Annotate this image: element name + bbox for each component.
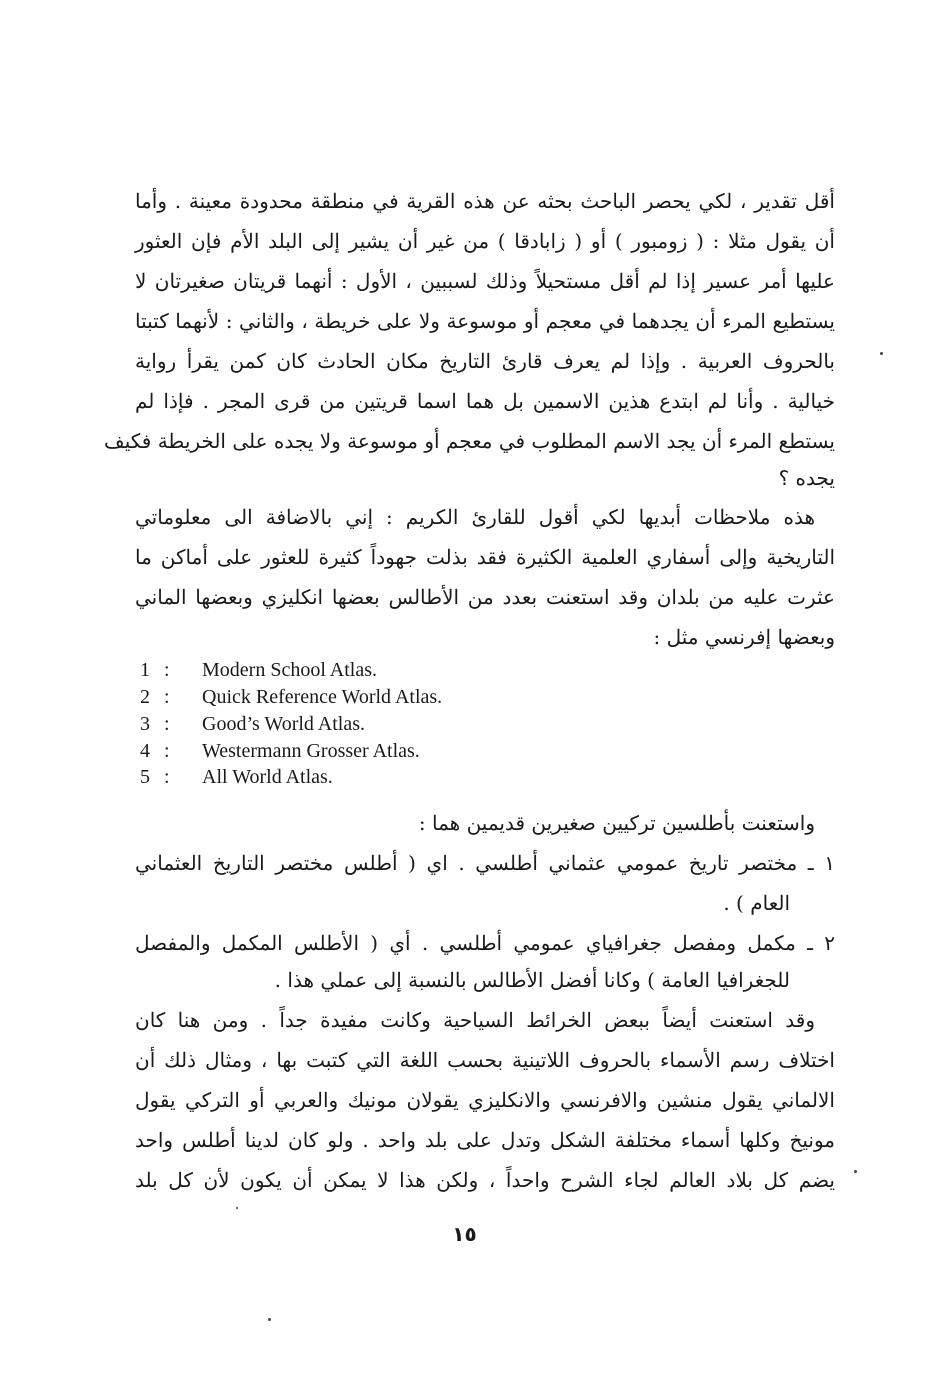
scan-speck bbox=[854, 1170, 857, 1173]
text-line: اختلاف رسم الأسماء بالحروف اللاتينية بحسب اللغة التي كتبت بها ، ومثال ذلك أن bbox=[135, 1048, 835, 1072]
text-line: هذه ملاحظات أبديها لكي أقول للقارئ الكريم : إني بالاضافة الى معلوماتي bbox=[135, 505, 816, 529]
list-item: 1 : Modern School Atlas. bbox=[140, 659, 377, 681]
page-number: ١٥ bbox=[452, 1222, 477, 1246]
scan-speck bbox=[268, 1318, 271, 1321]
text-line: التاريخية وإلى أسفاري العلمية الكثيرة فقد بذلت جهوداً كثيرة للعثور على أماكن ما bbox=[135, 545, 835, 569]
text-line: عليها أمر عسير إذا لم أقل مستحيلاً وذلك لسببين ، الأول : أنهما قريتان صغيرتان لا bbox=[135, 269, 835, 293]
list-item: 5 : All World Atlas. bbox=[140, 766, 333, 788]
text-line: وقد استعنت أيضاً ببعض الخرائط السياحية وكانت مفيدة جداً . ومن هنا كان bbox=[135, 1008, 815, 1032]
text-line: أن يقول مثلا : ( زومبور ) أو ( زابادقا ) من غير أن يشير إلى البلد الأم فإن العثور bbox=[135, 229, 835, 253]
text-line: يستطع المرء أن يجد الاسم المطلوب في معجم أو موسوعة ولا يجده على الخريطة فكيف bbox=[104, 429, 835, 453]
text-line: وبعضها إفرنسي مثل : bbox=[653, 625, 835, 649]
text-line: يجده ؟ bbox=[778, 466, 835, 490]
scan-speck bbox=[236, 1207, 238, 1209]
text-line: مونيخ وكلها أسماء مختلفة الشكل وتدل على بلد واحد . ولو كان لدينا أطلس واحد bbox=[135, 1128, 835, 1152]
text-line: للجغرافيا العامة ) وكانا أفضل الأطالس بالنسبة إلى عملي هذا . bbox=[274, 968, 790, 992]
list-item: 4 : Westermann Grosser Atlas. bbox=[140, 740, 420, 762]
text-line: يستطيع المرء أن يجدهما في معجم أو موسوعة ولا على خريطة ، والثاني : لأنهما كتبتا bbox=[135, 309, 835, 333]
text-line: بالحروف العربية . وإذا لم يعرف قارئ التاريخ مكان الحادث كان كمن يقرأ رواية bbox=[135, 349, 835, 373]
text-line: واستعنت بأطلسين تركيين صغيرين قديمين هما : bbox=[418, 811, 815, 835]
list-item: 2 : Quick Reference World Atlas. bbox=[140, 686, 443, 708]
text-line: ١ ـ مختصر تاريخ عمومي عثماني أطلسي . اي ( أطلس مختصر التاريخ العثماني bbox=[135, 851, 835, 875]
list-item: 3 : Good’s World Atlas. bbox=[140, 713, 366, 735]
text-line: العام ) . bbox=[723, 891, 790, 915]
text-line: أقل تقدير ، لكي يحصر الباحث بحثه عن هذه القرية في منطقة محدودة معينة . وأما bbox=[135, 189, 835, 213]
scan-speck bbox=[880, 352, 883, 355]
text-line: يضم كل بلاد العالم لجاء الشرح واحداً ، ولكن هذا لا يمكن أن يكون لأن كل بلد bbox=[135, 1168, 835, 1192]
text-line: خيالية . وأنا لم ابتدع هذين الاسمين بل هما اسما قريتين من قرى المجر . فإذا لم bbox=[135, 389, 835, 413]
text-line: الالماني يقول منشين والافرنسي والانكليزي يقولان مونيك والعربي أو التركي يقول bbox=[135, 1088, 835, 1112]
text-line: ٢ ـ مكمل ومفصل جغرافياي عمومي أطلسي . أي ( الأطلس المكمل والمفصل bbox=[135, 931, 835, 955]
text-line: عثرت عليه من بلدان وقد استعنت بعدد من الأطالس بعضها انكليزي وبعضها الماني bbox=[135, 585, 835, 609]
